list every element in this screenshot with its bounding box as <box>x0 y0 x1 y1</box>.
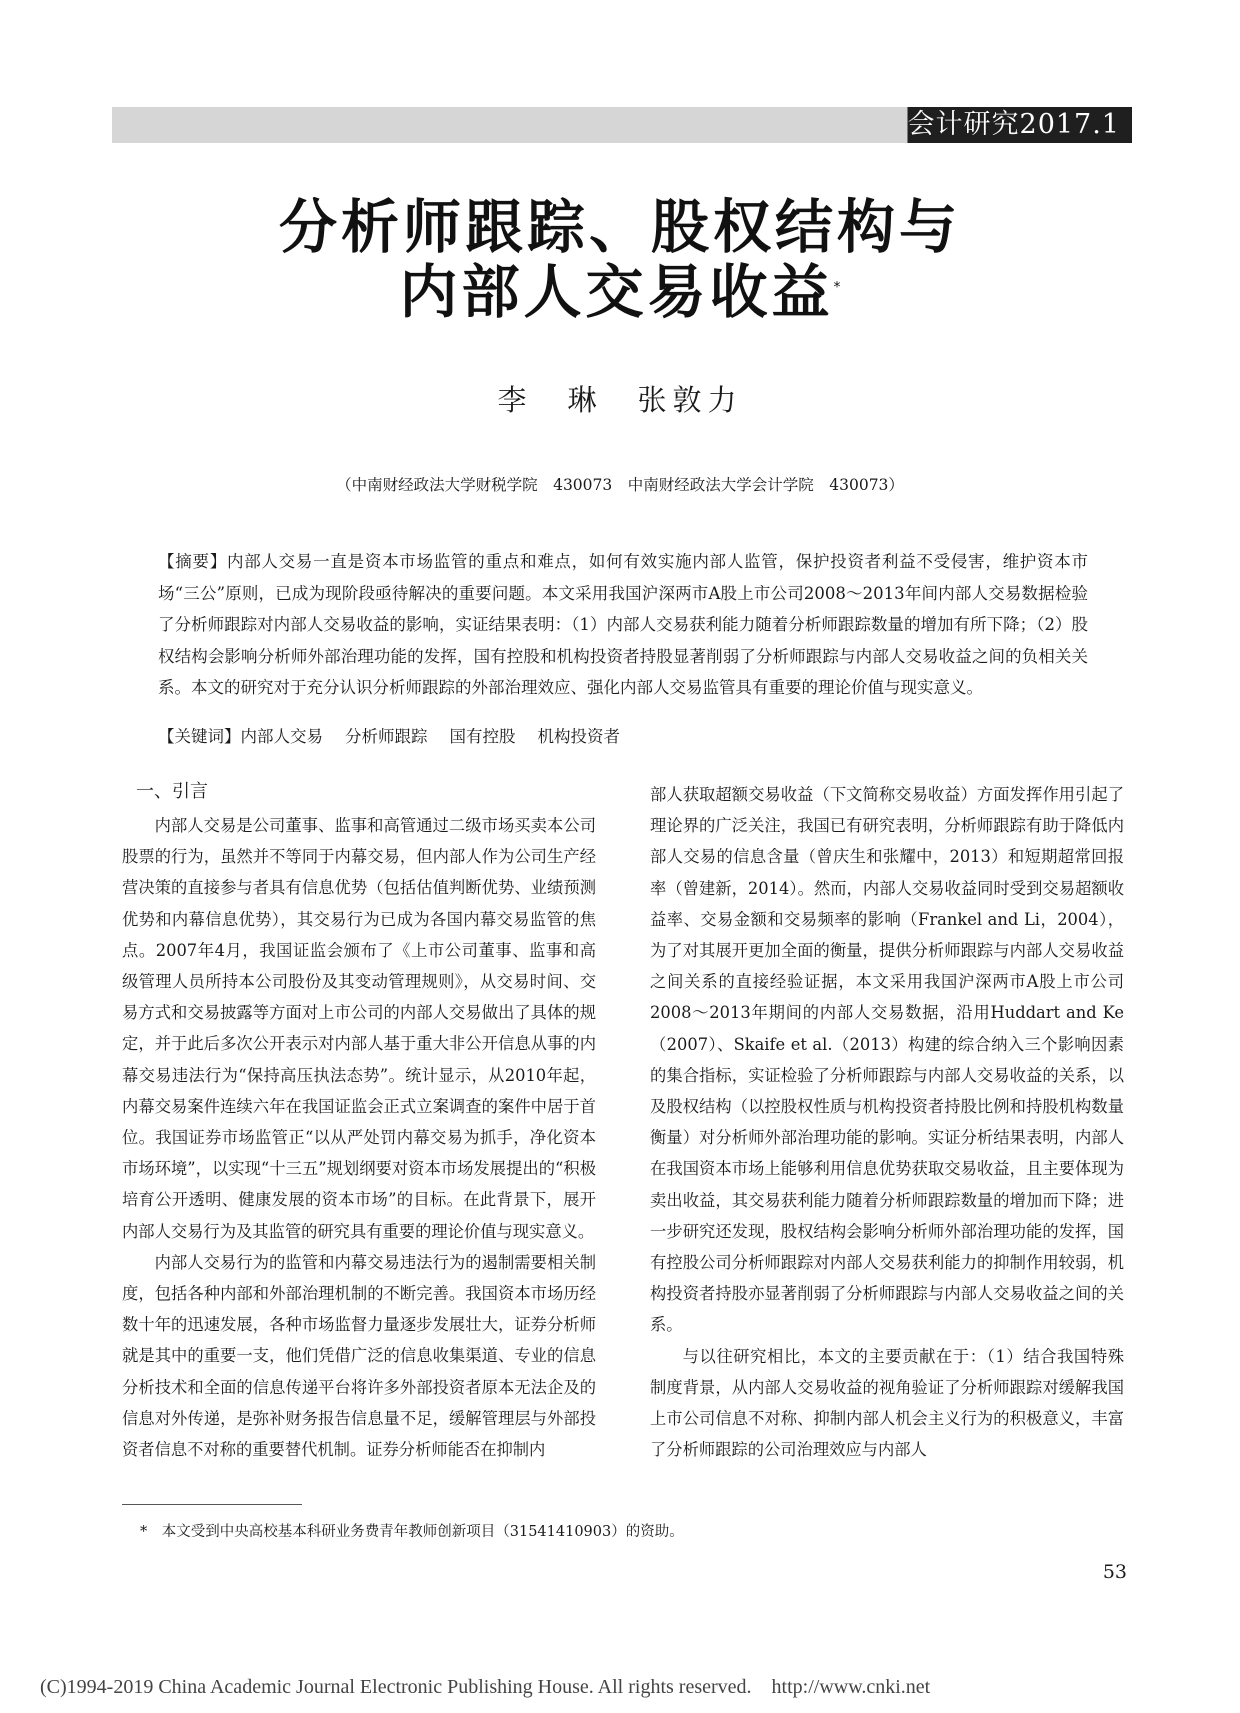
title-footnote-mark: * <box>833 279 841 296</box>
copyright-line: (C)1994-2019 China Academic Journal Electronic Publishing House. All rights reserved. http://www.cnki.net <box>40 1676 931 1698</box>
body-paragraph: 部人获取超额交易收益（下文简称交易收益）方面发挥作用引起了理论界的广泛关注，我国已有研究表明，分析师跟踪有助于降低内部人交易的信息含量（曾庆生和张耀中，2013）和短期超常回报率（曾建新，2014）。然而，内部人交易收益同时受到交易超额收益率、交易金额和交易频率的影响（Frankel and Li，2004），为了对其展开更加全面的衡量，提供分析师跟踪与内部人交易收益之间关系的直接经验证据，本文采用我国沪深两市A股上市公司2008～2013年期间的内部人交易数据，沿用Huddart and Ke（2007）、Skaife et al.（2013）构建的综合纳入三个影响因素的集合指标，实证检验了分析师跟踪与内部人交易收益的关系，以及股权结构（以控股权性质与机构投资者持股比例和持股机构数量衡量）对分析师外部治理功能的影响。实证分析结果表明，内部人在我国资本市场上能够利用信息优势获取交易收益，且主要体现为卖出收益，其交易获利能力随着分析师跟踪数量的增加而下降；进一步研究还发现，股权结构会影响分析师外部治理功能的发挥，国有控股公司分析师跟踪对内部人交易获利能力的抑制作用较弱，机构投资者持股亦显著削弱了分析师跟踪与内部人交易收益之间的关系。 <box>650 785 1124 1335</box>
abstract <box>158 546 1088 704</box>
paper-title-line-1: 分析师跟踪、股权结构与 <box>278 193 961 261</box>
paper-title-line-2-text: 内部人交易收益 <box>399 258 834 326</box>
body-paragraph: 内部人交易行为的监管和内幕交易违法行为的遏制需要相关制度，包括各种内部和外部治理机制的不断完善。我国资本市场历经数十年的迅速发展，各种市场监督力量逐步发展壮大，证券分析师就是其中的重要一支，他们凭借广泛的信息收集渠道、专业的信息分析技术和全面的信息传递平台将许多外部投资者原本无法企及的信息对外传递，是弥补财务报告信息量不足，缓解管理层与外部投资者信息不对称的重要替代机制。证券分析师能否在抑制内 <box>122 1252 596 1460</box>
page-number: 53 <box>1102 1561 1127 1583</box>
footnote-divider <box>122 1504 302 1505</box>
keyword: 机构投资者 <box>537 727 620 746</box>
body-column-left <box>122 772 596 1465</box>
journal-label: 会计研究2017.1 <box>907 109 1120 140</box>
paper-title-line-2 <box>0 245 1240 329</box>
keyword: 内部人交易 <box>240 727 323 746</box>
keywords-label: 【关键词】 <box>158 727 241 746</box>
authors: 李 琳 张敦力 <box>497 383 743 417</box>
body-column-right <box>650 779 1124 1465</box>
section-heading: 一、引言 <box>136 781 208 802</box>
footnote: * 本文受到中央高校基本科研业务费青年教师创新项目（31541410903）的资助。 <box>140 1524 684 1540</box>
keywords <box>158 721 1088 752</box>
keyword: 分析师跟踪 <box>345 727 428 746</box>
keyword: 国有控股 <box>449 727 516 746</box>
abstract-text: 内部人交易一直是资本市场监管的重点和难点，如何有效实施内部人监管，保护投资者利益不受侵害，维护资本市场“三公”原则，已成为现阶段亟待解决的重要问题。本文采用我国沪深两市A股上市公司2008～2013年间内部人交易数据检验了分析师跟踪对内部人交易收益的影响，实证结果表明：（1）内部人交易获利能力随着分析师跟踪数量的增加有所下降；（2）股权结构会影响分析师外部治理功能的发挥，国有控股和机构投资者持股显著削弱了分析师跟踪与内部人交易收益之间的负相关关系。本文的研究对于充分认识分析师跟踪的外部治理效应、强化内部人交易监管具有重要的理论价值与现实意义。 <box>158 552 1089 697</box>
body-paragraph: 与以往研究相比，本文的主要贡献在于：（1）结合我国特殊制度背景，从内部人交易收益的视角验证了分析师跟踪对缓解我国上市公司信息不对称、抑制内部人机会主义行为的积极意义，丰富了分析师跟踪的公司治理效应与内部人 <box>650 1346 1124 1460</box>
body-paragraph: 内部人交易是公司董事、监事和高管通过二级市场买卖本公司股票的行为，虽然并不等同于内幕交易，但内部人作为公司生产经营决策的直接参与者具有信息优势（包括估值判断优势、业绩预测优势和内幕信息优势），其交易行为已成为各国内幕交易监管的焦点。2007年4月，我国证监会颁布了《上市公司董事、监事和高级管理人员所持本公司股份及其变动管理规则》，从交易时间、交易方式和交易披露等方面对上市公司的内部人交易做出了具体的规定，并于此后多次公开表示对内部人基于重大非公开信息从事的内幕交易违法行为“保持高压执法态势”。统计显示，从2010年起，内幕交易案件连续六年在我国证监会正式立案调查的案件中居于首位。我国证券市场监管正“以从严处罚内幕交易为抓手，净化资本市场环境”，以实现“十三五”规划纲要对资本市场发展提出的“积极培育公开透明、健康发展的资本市场”的目标。在此背景下，展开内部人交易行为及其监管的研究具有重要的理论价值与现实意义。 <box>122 816 596 1241</box>
journal-header-bar <box>112 107 1132 143</box>
affiliation: （中南财经政法大学财税学院 430073 中南财经政法大学会计学院 430073） <box>336 476 904 494</box>
abstract-label: 【摘要】 <box>158 552 227 571</box>
